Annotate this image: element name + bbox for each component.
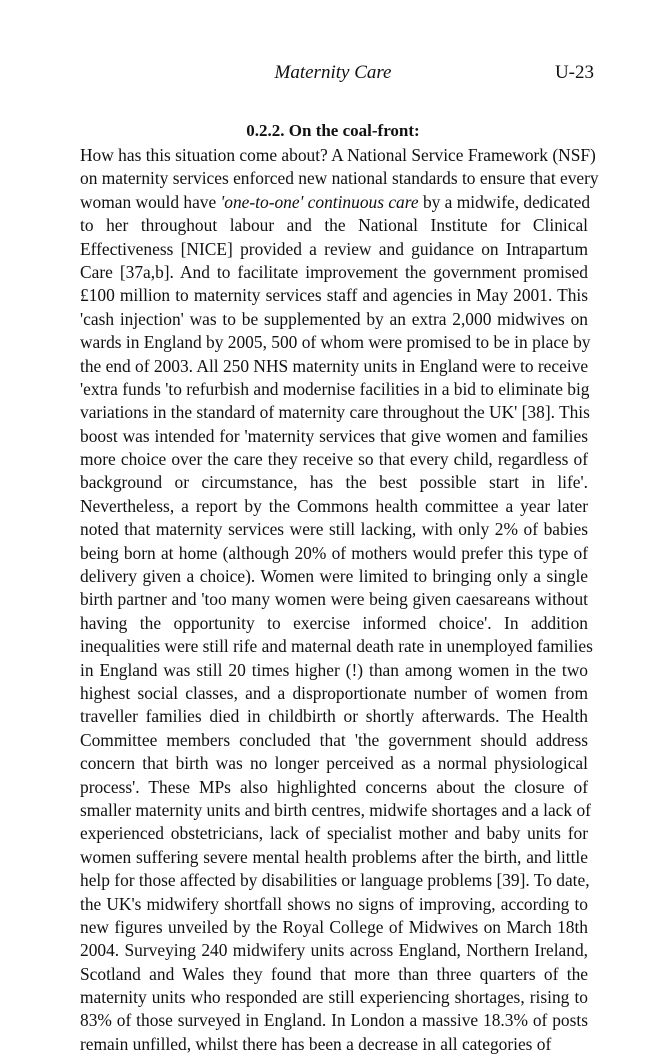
text-line — [80, 846, 588, 869]
text-segment: Care [37a,b]. And to facilitate improvement the government promised — [80, 261, 588, 282]
text-line — [80, 425, 588, 448]
text-segment: being born at home (although 20% of mothers would prefer this type of — [80, 542, 588, 563]
text-line — [80, 401, 588, 424]
text-line — [80, 682, 588, 705]
text-segment: wards in England by 2005, 500 of whom were promised to be in place by — [80, 332, 591, 353]
page-number: U-23 — [554, 62, 594, 83]
text-line — [80, 776, 588, 799]
text-segment: in England was still 20 times higher (!) than among women in the two — [80, 659, 588, 680]
text-line — [80, 893, 588, 916]
text-segment: experienced obstetricians, lack of specialist mother and baby units for — [80, 823, 588, 844]
text-line — [80, 565, 588, 588]
text-line — [80, 144, 596, 167]
text-segment: more choice over the care they receive so that every child, regardless of — [80, 449, 588, 470]
text-segment: the UK's midwifery shortfall shows no signs of improving, according to — [80, 893, 588, 914]
text-line — [80, 355, 588, 378]
text-line — [80, 518, 588, 541]
text-line — [80, 214, 588, 237]
text-line — [80, 261, 588, 284]
text-segment: smaller maternity units and birth centres, midwife shortages and a lack of — [80, 799, 591, 820]
text-line — [80, 167, 599, 190]
text-segment: the end of 2003. All 250 NHS maternity units in England were to receive — [80, 355, 589, 376]
text-segment: by a midwife, dedicated — [418, 191, 591, 212]
text-line — [80, 612, 588, 635]
text-segment: Committee members concluded that 'the government should address — [80, 729, 588, 750]
text-segment: Nevertheless, a report by the Commons health committee a year later — [80, 495, 588, 516]
text-line — [80, 542, 588, 565]
text-segment: traveller families died in childbirth or shortly afterwards. The Health — [80, 706, 588, 727]
text-line — [80, 588, 588, 611]
text-line — [80, 635, 593, 658]
text-segment: maternity units who responded are still experiencing shortages, rising to — [80, 987, 588, 1008]
running-title: Maternity Care — [274, 62, 392, 83]
text-segment: remain unfilled, whilst there has been a decrease in all categories of — [80, 1033, 552, 1054]
text-segment: woman would have — [80, 191, 221, 212]
text-segment: noted that maternity services were still lacking, with only 2% of babies — [80, 519, 588, 540]
text-line — [80, 1033, 588, 1056]
text-segment: inequalities were still rife and maternal death rate in unemployed families — [80, 636, 593, 657]
text-line — [80, 869, 588, 892]
text-line — [80, 495, 588, 518]
text-segment: background or circumstance, has the best possible start in life'. — [80, 472, 588, 493]
text-segment: new figures unveiled by the Royal College of Midwives on March 18th — [80, 916, 588, 937]
text-segment: to her throughout labour and the National Institute for Clinical — [80, 215, 588, 236]
text-segment: women suffering severe mental health problems after the birth, and little — [80, 846, 588, 867]
section-heading: 0.2.2. On the coal-front: — [246, 121, 420, 140]
text-segment: 'extra funds 'to refurbish and modernise facilities in a bid to eliminate big — [80, 378, 590, 399]
text-line — [80, 1009, 588, 1032]
text-line — [80, 191, 591, 214]
text-segment: concern that birth was no longer perceived as a normal physiological — [80, 753, 588, 774]
text-line — [80, 822, 588, 845]
text-segment: on maternity services enforced new national standards to ensure that every — [80, 168, 599, 189]
text-segment: £100 million to maternity services staff and agencies in May 2001. This — [80, 285, 588, 306]
text-segment: variations in the standard of maternity care throughout the UK' [38]. This — [80, 402, 590, 423]
text-line — [80, 284, 588, 307]
text-segment: Effectiveness [NICE] provided a review and guidance on Intrapartum — [80, 238, 588, 259]
text-line — [80, 916, 588, 939]
text-line — [80, 448, 588, 471]
text-line — [80, 939, 588, 962]
text-line — [80, 963, 588, 986]
text-segment: help for those affected by disabilities or language problems [39]. To date, — [80, 870, 590, 891]
emphasis-text: 'one-to-one' continuous care — [220, 191, 419, 212]
text-segment: process'. These MPs also highlighted concerns about the closure of — [80, 776, 588, 797]
text-line — [80, 378, 588, 401]
text-line — [80, 729, 588, 752]
text-line — [80, 238, 588, 261]
text-line — [80, 705, 588, 728]
body-text — [80, 144, 599, 1056]
text-line — [80, 659, 588, 682]
text-segment: How has this situation come about? A National Service Framework (NSF) — [80, 145, 596, 165]
text-segment: 2004. Surveying 240 midwifery units across England, Northern Ireland, — [80, 940, 588, 961]
text-line — [80, 752, 588, 775]
text-line — [80, 799, 591, 822]
text-segment: 'cash injection' was to be supplemented by an extra 2,000 midwives on — [80, 308, 588, 329]
text-segment: delivery given a choice). Women were limited to bringing only a single — [80, 566, 588, 587]
running-head — [72, 62, 594, 88]
text-segment: having the opportunity to exercise informed choice'. In addition — [80, 612, 588, 633]
text-line — [80, 308, 588, 331]
text-segment: 83% of those surveyed in England. In London a massive 18.3% of posts — [80, 1010, 588, 1031]
text-line — [80, 986, 588, 1009]
text-line — [80, 331, 591, 354]
text-segment: birth partner and 'too many women were being given caesareans without — [80, 589, 588, 610]
text-segment: Scotland and Wales they found that more than three quarters of the — [80, 963, 588, 984]
text-line — [80, 471, 588, 494]
text-segment: highest social classes, and a disproportionate number of women from — [80, 682, 588, 703]
text-segment: boost was intended for 'maternity services that give women and families — [80, 425, 588, 446]
